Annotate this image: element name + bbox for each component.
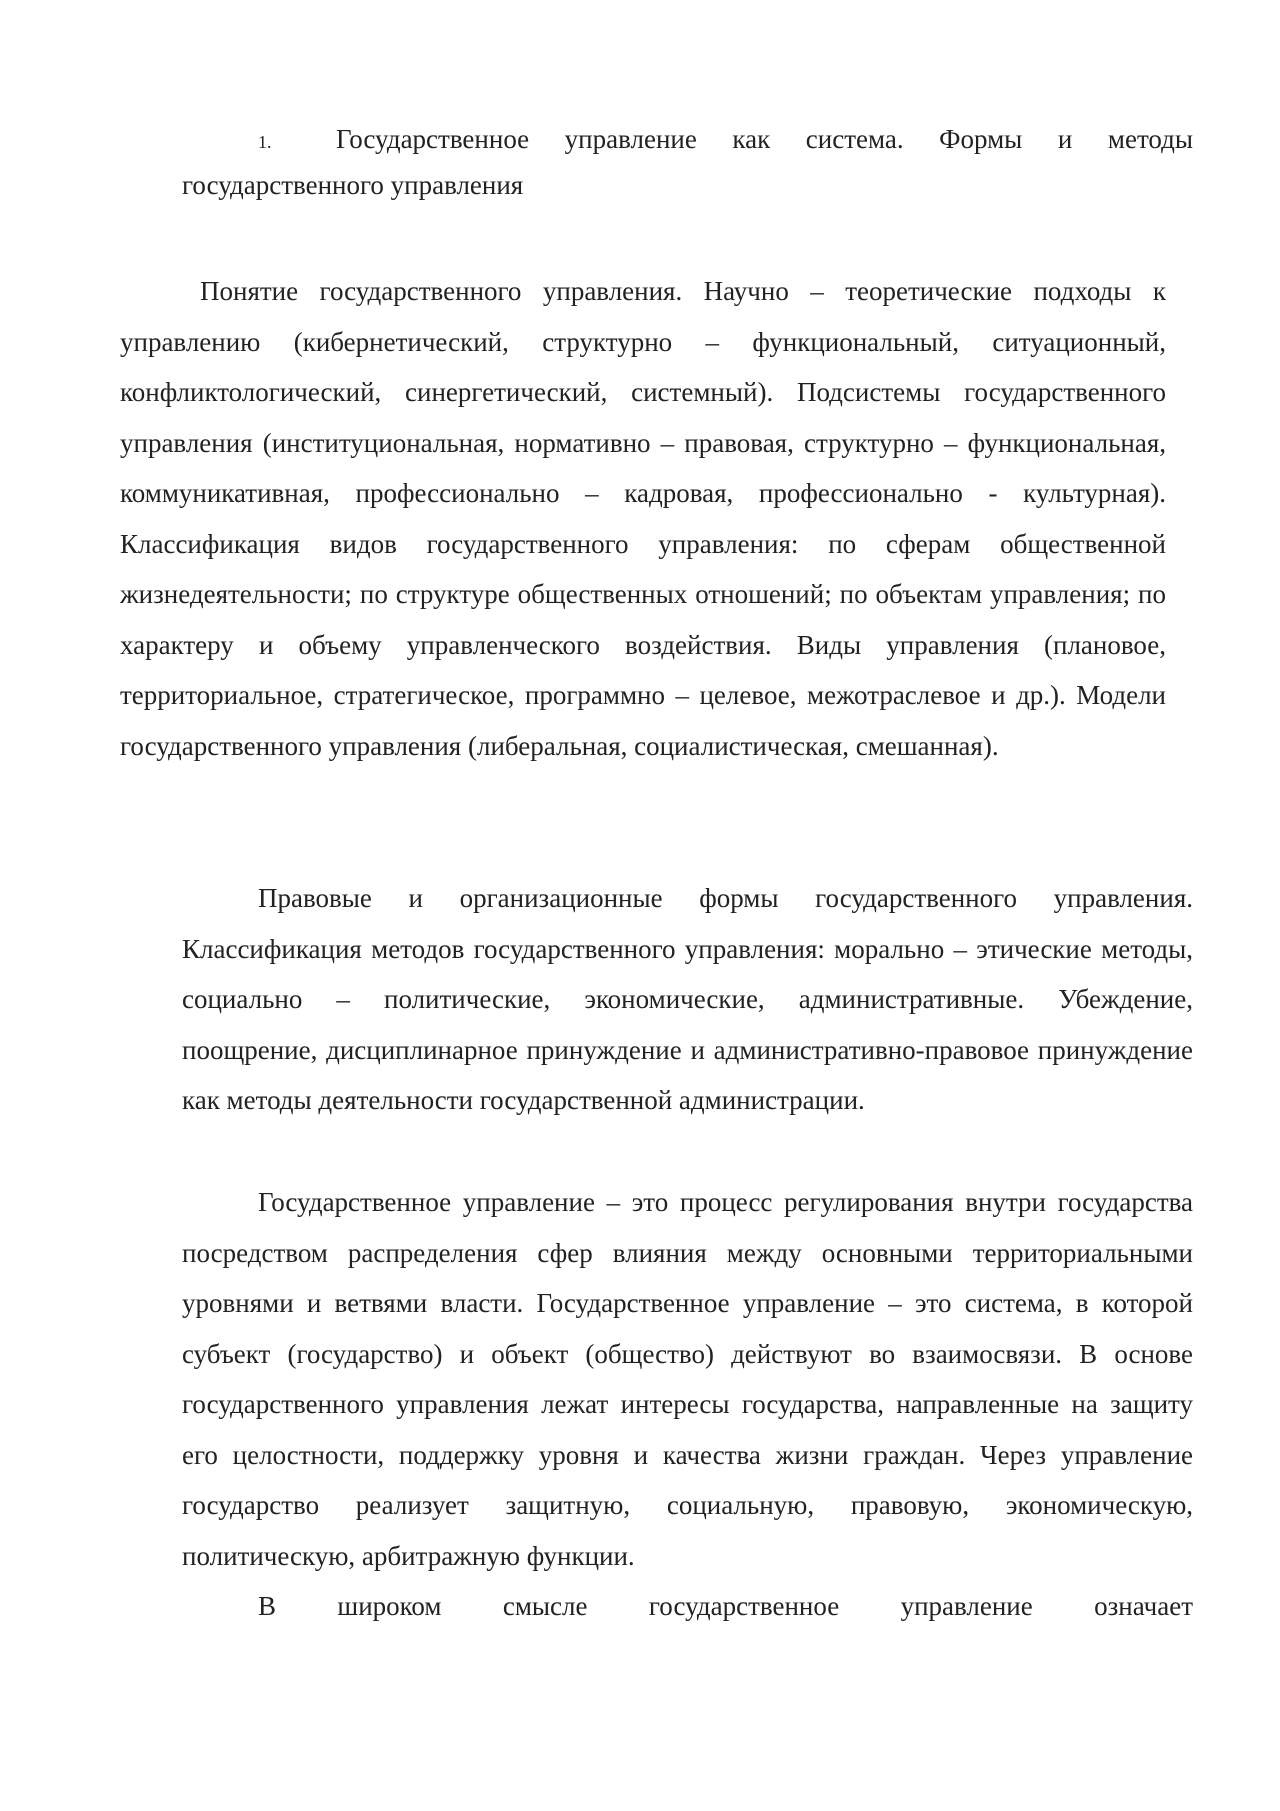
heading-text: Государственное управление как система. Формы и методы государственного управления [182, 124, 1193, 200]
section-heading [182, 118, 1193, 207]
paragraph-broad-sense: В широком смысле государственное управление означает [258, 1591, 1193, 1621]
paragraph-definition: Государственное управление – это процесс регулирования внутри государства посредством распределения сфер влияния между основными территориальными уровнями и ветвями власти. Государственное управление – это система, в которой субъект (государство) и объект (общество) действуют во взаимосвязи. В основе государственного управления лежат интересы государства, направленные на защиту его целостности, поддержку уровня и качества жизни граждан. Через управление государство реализует защитную, социальную, правовую, экономическую, политическую, арбитражную функции. [182, 1187, 1193, 1571]
heading-number: 1. [258, 132, 272, 152]
paragraph-concept: Понятие государственного управления. Научно – теоретические подходы к управлению (кибернетический, структурно – функциональный, ситуационный, конфликтологический, синергетический, системный). Подсистемы государственного управления (институциональная, нормативно – правовая, структурно – функциональная, коммуникативная, профессионально – кадровая, профессионально - культурная). Классификация видов государственного управления: по сферам общественной жизнедеятельности; по структуре общественных отношений; по объектам управления; по характеру и объему управленческого воздействия. Виды управления (плановое, территориальное, стратегическое, программно – целевое, межотраслевое и др.). Модели государственного управления (либеральная, социалистическая, смешанная). [120, 276, 1166, 761]
paragraph-forms-methods: Правовые и организационные формы государственного управления. Классификация методов государственного управления: морально – этические методы, социально – политические, экономические, административные. Убеждение, поощрение, дисциплинарное принуждение и административно-правовое принуждение как методы деятельности государственной администрации. [182, 883, 1193, 1115]
